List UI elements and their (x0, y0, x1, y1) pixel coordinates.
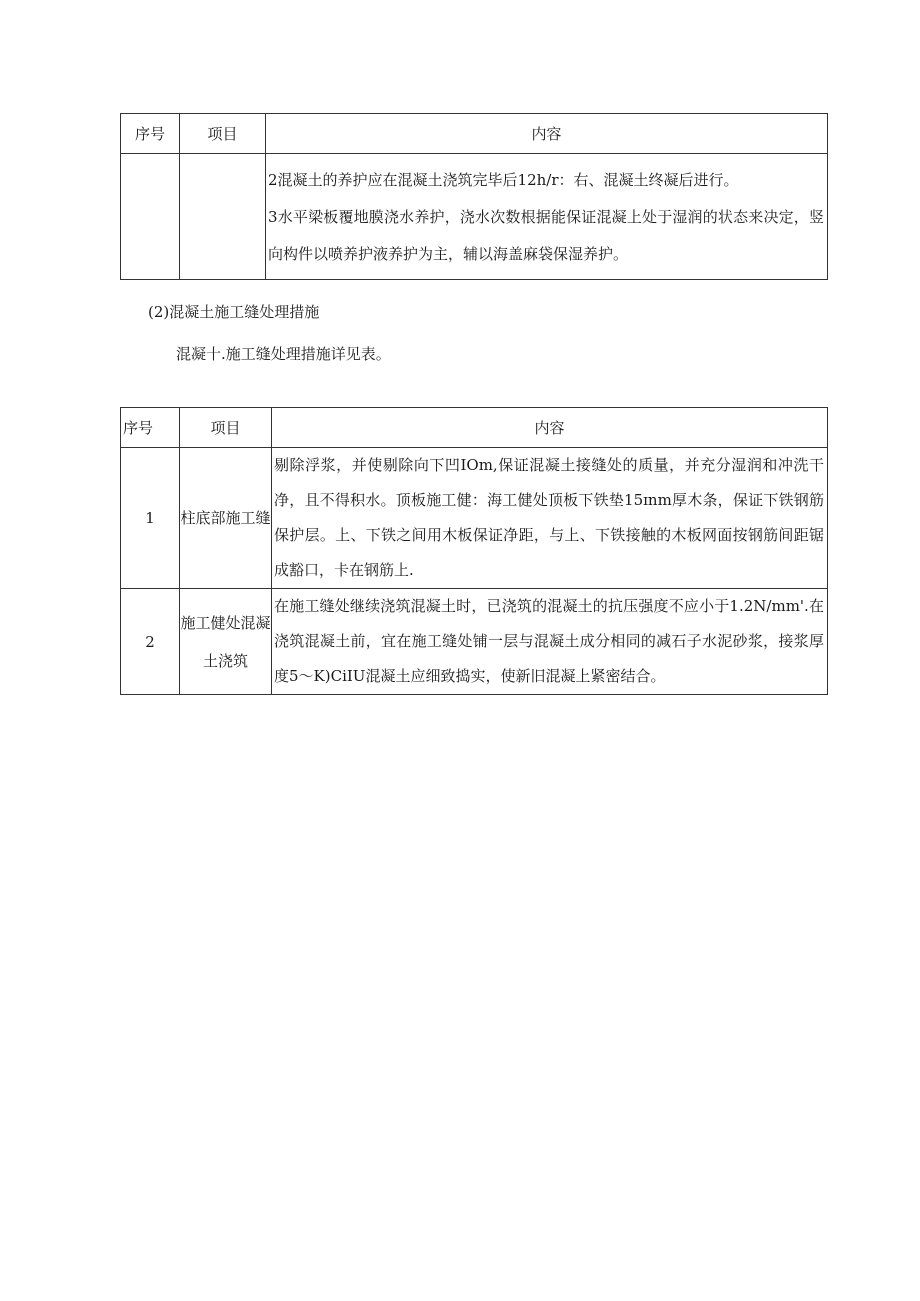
row-number: 2 (121, 589, 180, 695)
construction-joint-table (120, 407, 828, 695)
table-header-row (121, 408, 828, 448)
header-number: 序号 (121, 114, 180, 154)
header-content: 内容 (272, 408, 828, 448)
row-content: 剔除浮浆，并使剔除向下凹IOm,保证混凝土接缝处的质量，并充分湿润和冲洗干净，且不得积水。顶板施工健：海工健处顶板下铁垫15ɪnm厚木条，保证下铁钢筋保护层。上、下铁之间用木板保证净距，与上、下铁接触的木板网面按钢筋间距锯成豁口，卡在钢筋上. (272, 448, 828, 589)
row-item (180, 154, 266, 280)
table-row (121, 589, 828, 695)
row-item: 施工健处混凝土浇筑 (180, 589, 272, 695)
row-content: 在施工缝处继续浇筑混凝土时，已浇筑的混凝土的抗压强度不应小于1.2N/mm'.在浇筑混凝土前，宜在施工缝处铺一层与混凝土成分相同的减石子水泥砂浆，接浆厚度5～K)CiIU混凝土应细致捣实，使新旧混凝上紧密结合。 (272, 589, 828, 695)
table-row (121, 448, 828, 589)
curing-table (120, 113, 828, 280)
content-line: 2混凝土的养护应在混凝土浇筑完毕后12h/r：右、混凝土终凝后进行。 (268, 171, 739, 189)
row-number: 1 (121, 448, 180, 589)
row-number (121, 154, 180, 280)
row-item: 柱底部施工缝 (180, 448, 272, 589)
section-heading: (2)混凝土施工缝处理措施 (148, 303, 320, 321)
table-header-row (121, 114, 828, 154)
header-item: 项目 (180, 408, 272, 448)
table-row (121, 154, 828, 280)
header-item: 项目 (180, 114, 266, 154)
section-intro: 混凝十.施工缝处理措施详见表。 (176, 345, 391, 363)
header-content: 内容 (266, 114, 828, 154)
content-line: 3水平梁板覆地膜浇水养护，浇水次数根据能保证混凝上处于湿润的状态来决定，竖向构件以喷养护液养护为主，辅以海盖麻袋保湿养护。 (268, 208, 824, 263)
row-content (266, 154, 828, 280)
header-number: 序号 (121, 408, 180, 448)
